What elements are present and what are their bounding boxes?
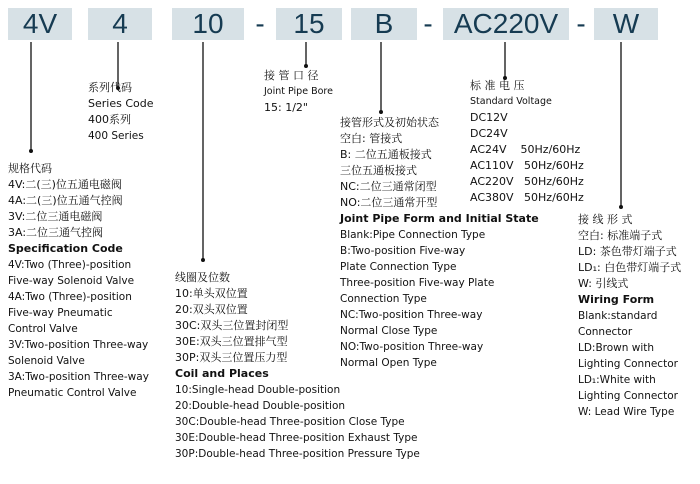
code-box-10: 10 bbox=[172, 8, 244, 40]
wiring-line: Blank:standard bbox=[578, 310, 658, 322]
spec-line: Five-way Solenoid Valve bbox=[8, 275, 135, 287]
spec-line: 4A:二(三)位五通气控阀 bbox=[8, 194, 123, 207]
coil-line: 10:Single-head Double-position bbox=[175, 384, 341, 396]
spec-line: Pneumatic Control Valve bbox=[8, 387, 137, 399]
joint-line: Three-position Five-way Plate bbox=[340, 277, 495, 289]
wiring-line: Lighting Connector bbox=[578, 358, 678, 370]
series-value-en: 400 Series bbox=[88, 130, 144, 142]
wiring-block bbox=[578, 212, 681, 420]
wiring-line: LD₁:White with bbox=[578, 374, 656, 386]
code-box-4: 4 bbox=[88, 8, 152, 40]
spec-line: 4V:Two (Three)-position bbox=[8, 259, 132, 271]
code-box-b: B bbox=[351, 8, 417, 40]
voltage-item: AC220V 50Hz/60Hz bbox=[470, 175, 584, 188]
series-value-cn: 400系列 bbox=[88, 113, 131, 126]
spec-line: Control Valve bbox=[8, 323, 78, 335]
leader-spec-dot bbox=[29, 149, 33, 153]
joint-heading-en: Joint Pipe Form and Initial State bbox=[340, 212, 539, 225]
spec-line: 3V:二位三通电磁阀 bbox=[8, 210, 103, 223]
wiring-line: Connector bbox=[578, 326, 633, 338]
bore-title-en: Joint Pipe Bore bbox=[264, 86, 333, 97]
spec-line: Five-way Pneumatic bbox=[8, 307, 113, 319]
spec-line: Solenoid Valve bbox=[8, 355, 85, 367]
coil-line: 20:Double-head Double-position bbox=[175, 400, 346, 412]
voltage-item: AC110V 50Hz/60Hz bbox=[470, 159, 584, 172]
spec-line: 3A:Two-position Three-way bbox=[8, 371, 149, 383]
coil-heading-en: Coil and Places bbox=[175, 367, 269, 380]
voltage-block bbox=[470, 78, 584, 206]
spec-line: 3A:二位三通气控阀 bbox=[8, 226, 104, 239]
voltage-item: DC24V bbox=[470, 127, 508, 140]
spec-line: 4V:二(三)位五通电磁阀 bbox=[8, 178, 122, 191]
spec-heading-en: Specification Code bbox=[8, 242, 123, 255]
joint-line: NO:二位三通常开型 bbox=[340, 196, 438, 209]
coil-line: 30P:Double-head Three-position Pressure Type bbox=[175, 448, 420, 460]
coil-line: 20:双头双位置 bbox=[175, 303, 248, 316]
code-box-15: 15 bbox=[276, 8, 342, 40]
coil-line: 30P:双头三位置压力型 bbox=[175, 351, 288, 364]
voltage-title-en: Standard Voltage bbox=[470, 96, 552, 107]
wiring-heading-en: Wiring Form bbox=[578, 293, 655, 306]
code-dash-1: - bbox=[255, 8, 265, 39]
wiring-line: LD: 茶色带灯端子式 bbox=[578, 245, 677, 258]
joint-line: Plate Connection Type bbox=[340, 261, 457, 273]
joint-line: 接管形式及初始状态 bbox=[340, 116, 439, 129]
joint-line: B:Two-position Five-way bbox=[340, 245, 466, 257]
leader-wiring-dot bbox=[619, 205, 623, 209]
code-box-w: W bbox=[594, 8, 658, 40]
voltage-item: AC24V 50Hz/60Hz bbox=[470, 143, 581, 156]
wiring-line: W: 引线式 bbox=[578, 277, 629, 290]
coil-line: 线圈及位数 bbox=[175, 271, 230, 284]
joint-line: Blank:Pipe Connection Type bbox=[340, 229, 486, 241]
voltage-title-cn: 标 准 电 压 bbox=[470, 79, 525, 92]
voltage-item: AC380V 50Hz/60Hz bbox=[470, 191, 584, 204]
voltage-item: DC12V bbox=[470, 111, 508, 124]
bore-block bbox=[264, 68, 333, 116]
series-title-en: Series Code bbox=[88, 97, 154, 110]
joint-line: NC:二位三通常闭型 bbox=[340, 180, 437, 193]
series-title-cn: 系列代码 bbox=[88, 81, 132, 94]
code-box-4v: 4V bbox=[8, 8, 72, 40]
joint-line: B: 二位五通板接式 bbox=[340, 148, 432, 161]
code-box-ac220v: AC220V bbox=[443, 8, 569, 40]
code-dash-2: - bbox=[423, 8, 433, 39]
wiring-line: LD:Brown with bbox=[578, 342, 655, 354]
joint-line: Connection Type bbox=[340, 293, 427, 305]
series-code-block bbox=[88, 80, 153, 144]
spec-code-block bbox=[8, 161, 149, 401]
code-dash-3: - bbox=[576, 8, 586, 39]
joint-line: NO:Two-position Three-way bbox=[340, 341, 484, 353]
joint-line: 空白: 管接式 bbox=[340, 132, 403, 145]
spec-line: 规格代码 bbox=[8, 162, 52, 175]
wiring-line: 接 线 形 式 bbox=[578, 213, 633, 226]
coil-line: 30C:双头三位置封闭型 bbox=[175, 319, 289, 332]
coil-line: 30E:双头三位置排气型 bbox=[175, 335, 288, 348]
bore-value: 15: 1/2" bbox=[264, 101, 308, 114]
leader-joint-dot bbox=[379, 110, 383, 114]
joint-line: Normal Close Type bbox=[340, 325, 438, 337]
wiring-line: Lighting Connector bbox=[578, 390, 678, 402]
wiring-line: W: Lead Wire Type bbox=[578, 406, 675, 418]
coil-line: 10:单头双位置 bbox=[175, 287, 248, 300]
coil-line: 30C:Double-head Three-position Close Type bbox=[175, 416, 405, 428]
joint-line: Normal Open Type bbox=[340, 357, 437, 369]
coil-line: 30E:Double-head Three-position Exhaust Type bbox=[175, 432, 418, 444]
spec-line: 3V:Two-position Three-way bbox=[8, 339, 149, 351]
leader-coil-dot bbox=[201, 258, 205, 262]
bore-title-cn: 接 管 口 径 bbox=[264, 69, 319, 82]
joint-line: NC:Two-position Three-way bbox=[340, 309, 483, 321]
wiring-line: 空白: 标准端子式 bbox=[578, 229, 663, 242]
spec-line: 4A:Two (Three)-position bbox=[8, 291, 132, 303]
wiring-line: LD₁: 白色带灯端子式 bbox=[578, 261, 682, 274]
joint-line: 三位五通板接式 bbox=[340, 164, 417, 177]
